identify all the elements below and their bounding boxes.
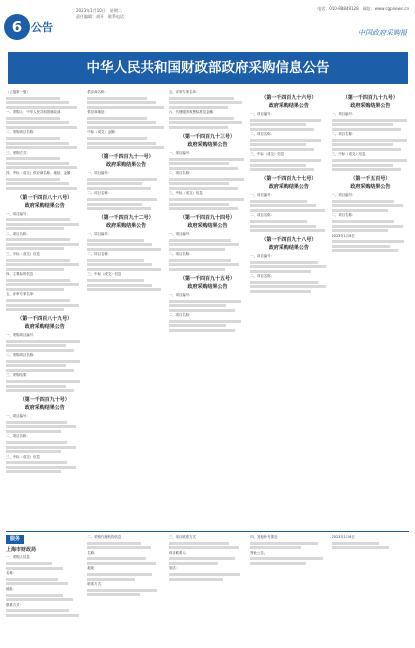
text-line [6,182,69,185]
paragraph: 一、项目编号： [6,414,30,419]
text-line [250,123,306,126]
bottom-line: 电话： [168,566,179,571]
paragraph: 一、项目编号： [250,112,274,116]
bottom-divider [6,531,409,532]
text-line [169,203,229,206]
text-line [87,578,134,581]
paragraph: 供应商地址： [87,110,108,115]
announcement-body [250,193,327,232]
text-line [6,283,79,286]
paragraph: 一、项目编号： [87,232,112,237]
text-line [6,178,60,181]
text-line [6,609,69,612]
text-line [250,285,326,288]
text-line [87,146,164,149]
text-line [250,557,323,560]
paragraph: 二、项目名称： [6,231,30,236]
text-line [169,542,229,545]
paragraph: 一、项目编号： [250,254,274,259]
announcement-body [250,112,327,171]
announcement-heading: 政府采购结果公告 [24,405,65,412]
text-line [332,139,408,142]
announcement-body [332,112,409,171]
text-line [169,158,244,161]
text-line [169,248,225,251]
bottom-line: 一、采购人信息 [6,555,30,560]
bottom-line: 联系方式： [87,582,105,587]
text-line [169,300,241,303]
bottom-column [250,535,327,643]
paragraph: 二、项目名称： [168,313,193,318]
banner-title: 中华人民共和国财政部政府采购信息公告 [8,52,408,84]
announcement-heading: 政府采购结果公告 [24,202,65,209]
paragraph: 二、采购项目名称： [6,130,37,135]
announcement-number: （第一千五百号） [350,176,391,183]
text-line [6,567,63,570]
text-line [6,238,70,241]
text-line [250,542,317,545]
announcement-body [250,254,327,293]
text-line [169,178,244,181]
announcement-heading: 政府采购结果公告 [187,223,228,230]
service-label: 服务 [6,535,24,544]
text-line [6,470,61,473]
paragraph: 一、项目编号： [250,193,274,198]
text-line [169,324,226,327]
text-line [87,137,147,140]
paragraph: 五、评审专家名单： [6,292,37,297]
announcement-body [332,234,409,253]
text-line [6,187,77,190]
text-line [332,148,402,151]
text-line [6,389,74,392]
text-line [87,288,161,291]
announcement-heading: 政府采购结果公告 [350,103,391,109]
text-line [6,166,77,169]
text-line [6,126,77,129]
text-line [87,573,151,576]
text-line [250,229,324,232]
paragraph: 一、项目编号： [6,211,30,216]
text-line [6,430,61,433]
paragraph: 三、中标（成交）信息 [6,454,40,459]
announcement-number: （第一千四百九十一号） [98,154,154,161]
text-line [250,143,306,146]
text-line [6,243,79,246]
announcement-number: （第一千四百八十九号） [17,316,73,323]
text-line [6,279,70,282]
text-line [169,329,235,332]
announcement-body [169,151,246,210]
paragraph: 三、采购方式： [6,150,30,155]
announcement-body [87,171,164,210]
paragraph: 二、项目名称： [250,274,274,279]
text-line [250,220,307,223]
text-line [169,309,235,312]
paragraph: 四、中标（成交）供应商名称、地址、金额： [6,170,74,175]
paragraph: 二、项目名称： [168,252,193,257]
text-line [332,240,405,243]
text-line [169,243,239,246]
announcement-number: （第一千四百九十六号） [261,95,317,101]
text-line [87,187,150,190]
text-line [332,225,403,228]
text-line [6,101,69,104]
paragraph: 二、项目名称： [331,213,356,218]
announcement-column [87,90,164,528]
text-line [250,209,324,212]
paragraph: 二、项目名称： [250,132,274,137]
text-line [6,223,79,226]
text-line [250,265,326,268]
text-line [169,263,239,266]
bottom-line: 2023年1月6日 [331,535,355,539]
text-line [87,542,140,545]
text-line [87,117,147,120]
text-line [250,119,320,122]
text-line [6,288,64,291]
text-line [250,204,316,207]
text-line [250,139,320,142]
text-line [6,340,80,343]
text-line [6,106,77,109]
text-line [250,164,306,167]
text-line [87,557,146,560]
text-line [332,542,379,545]
text-line [332,209,389,212]
announcement-heading: 政府采购结果公告 [187,283,228,290]
paragraph: 供应商名称： [87,90,108,94]
announcement-body [6,414,83,473]
announcement-heading: 政府采购结果公告 [268,103,309,109]
text-line [6,263,79,266]
dateline: 2023年1月10日 星期二 责任编辑：胡开 联系电话： [76,8,128,19]
text-line [6,582,68,585]
text-line [169,207,238,210]
text-line [6,450,61,453]
announcement-heading: 政府采购结果公告 [187,141,228,148]
text-line [169,320,241,323]
paragraph: 一、项目编号： [168,292,193,297]
text-line [6,364,66,367]
bottom-line: 三、项目联系方式 [168,535,196,539]
bottom-column [6,535,83,643]
paragraph: 二、采购项目名称： [6,353,37,358]
announcement-number: （第一千四百九十七号） [261,176,317,183]
paragraph: 三、中标（成交）信息 [87,272,122,277]
paragraph: 二、项目名称： [87,191,112,196]
text-line [6,247,64,250]
text-line [169,101,243,104]
announcement-number: （第一千四百九十四号） [180,215,236,222]
text-line [169,97,234,100]
text-line [250,200,307,203]
text-line [6,97,60,100]
text-line [6,117,60,120]
paragraph: 一、项目编号： [168,150,193,155]
text-line [169,187,238,190]
text-line [332,159,408,162]
contact-info: 电话：010-88849128 网址：www.cgpnews.cn [317,6,409,11]
text-line [87,562,156,565]
paragraph: 一、项目编号： [168,232,193,237]
text-line [250,148,314,151]
announcement-body [169,293,246,332]
text-line [6,598,73,601]
text-line [332,119,408,122]
paragraph: 二、项目名称： [168,171,193,176]
announcement-column [169,90,246,528]
text-line [87,97,147,100]
text-line [87,121,155,124]
text-line [332,143,393,146]
paragraph: 四、主要标的信息 [6,272,34,277]
paragraph: 三、采购结果 [6,373,27,378]
text-line [169,259,231,262]
bottom-line: 名称： [6,571,17,576]
text-line [169,304,226,307]
paragraph: 一、项目编号： [87,171,112,176]
paragraph: 中标（成交）金额： [87,130,118,135]
text-line [169,198,244,201]
text-line [87,546,150,549]
text-line [6,142,69,145]
text-line [6,369,74,372]
text-line [6,304,79,307]
paragraph: 二、项目名称： [87,252,112,257]
announcement-number: （第一千四百八十八号） [17,194,73,201]
bottom-column [332,535,409,643]
text-line [332,128,402,131]
page-header [0,0,415,44]
paragraph: 六、代理服务收费标准及金额： [168,110,217,115]
text-line [6,594,63,597]
text-line [332,546,389,549]
announcement-column [250,90,327,528]
text-line [169,557,235,560]
text-line [6,344,66,347]
text-line [87,207,150,210]
announcement-body [87,90,164,149]
text-line [87,239,144,242]
announcement-columns [6,90,409,528]
paragraph: 三、中标（成交）信息 [331,152,366,157]
text-line [87,178,157,181]
text-line [6,360,80,363]
text-line [250,159,320,162]
paragraph: 二、项目名称： [250,213,274,218]
text-line [87,263,152,266]
text-line [169,167,238,170]
bottom-line: 名称： [87,550,98,555]
text-line [6,562,52,565]
text-line [332,249,399,252]
announcement-body [6,333,83,392]
paragraph: 2023年1月6日 [331,233,355,238]
paragraph: （上接第一版） [6,90,30,94]
text-line [250,562,306,565]
announcement-column [6,90,83,528]
text-line [169,573,240,576]
bottom-line: 二、采购代理机构信息 [87,535,122,539]
text-line [169,546,239,549]
text-line [169,117,234,120]
bottom-line: 四、其他补充事宜 [250,535,278,539]
text-line [250,128,314,131]
text-line [87,106,164,109]
bottom-line: 联系方式： [6,602,23,607]
text-line [169,121,243,124]
text-line [332,168,402,171]
text-line [169,578,223,581]
bottom-column [169,535,246,643]
announcement-heading: 政府采购结果公告 [350,184,391,191]
bottom-line: 特此公告。 [250,550,268,555]
paragraph: 二、项目名称： [331,132,356,137]
text-line [87,203,142,206]
announcement-number: （第一千四百九十二号） [98,215,154,222]
text-line [6,227,64,230]
text-line [332,164,393,167]
text-line [87,284,152,287]
text-line [332,204,403,207]
announcement-heading: 政府采购结果公告 [106,223,147,230]
text-line [6,466,76,469]
text-line [169,162,229,165]
text-line [6,308,64,311]
text-line [87,268,161,271]
text-line [6,162,69,165]
paragraph: 五、评审专家名单： [168,90,200,94]
text-line [6,614,79,617]
announcement-heading: 政府采购结果公告 [268,245,309,252]
text-line [6,299,70,302]
text-line [6,259,70,262]
text-line [87,279,144,282]
text-line [169,126,228,129]
announcement-number: （第一千四百九十八号） [261,237,317,244]
paragraph: 三、中标（成交）信息 [168,191,203,196]
announcement-body [169,232,246,271]
bottom-column [87,535,164,643]
paragraph: 一、采购人：中华人民共和国财政部 [6,110,61,115]
text-line [250,546,300,549]
text-line [332,220,395,223]
text-line [6,121,69,124]
text-line [6,349,74,352]
text-line [87,182,142,185]
announcement-number: （第一千四百九十五号） [180,275,236,282]
text-line [6,421,67,424]
announcement-body [169,90,246,129]
text-line [6,461,67,464]
text-line [332,123,393,126]
service-title: 上海市财政局 [6,547,37,554]
announcement-column [332,90,409,528]
text-line [250,225,316,228]
paragraph: 一、项目编号： [331,193,356,198]
text-line [169,106,228,109]
bottom-line: 项目联系人： [168,550,190,555]
text-line [6,146,77,149]
text-line [87,126,164,129]
text-line [87,101,155,104]
text-line [87,259,144,262]
text-line [250,270,311,273]
page-number-badge: 6 [4,14,30,40]
text-line [6,380,80,383]
paragraph: 一、采购项目编号： [6,333,37,338]
text-line [250,261,317,264]
announcement-body [6,90,83,190]
text-line [6,446,76,449]
announcement-heading: 政府采购结果公告 [268,184,309,191]
text-line [6,218,70,221]
announcement-body [6,212,83,312]
announcement-body [332,193,409,232]
bottom-line: 地址： [87,566,98,571]
bottom-line: 地址： [6,586,17,591]
masthead: 中国政府采购报 [358,29,407,37]
text-line [250,168,314,171]
text-line [6,137,60,140]
text-line [87,198,157,201]
paragraph: 二、项目名称： [6,434,30,439]
text-line [6,578,58,581]
text-line [250,290,311,293]
text-line [169,562,218,565]
announcement-heading: 政府采购结果公告 [106,162,147,169]
text-line [332,245,390,248]
text-line [332,200,395,203]
text-line [6,441,67,444]
section-name: 公告 [31,21,53,34]
announcement-heading: 政府采购结果公告 [24,324,65,331]
announcement-number: （第一千四百九十三号） [180,133,236,140]
text-line [87,248,161,251]
text-line [87,593,140,596]
text-line [169,268,225,271]
bottom-section [6,535,409,643]
text-line [87,142,155,145]
paragraph: 三、中标（成交）信息 [6,251,40,256]
text-line [6,385,66,388]
text-line [332,229,389,232]
text-line [6,425,76,428]
text-line [169,239,231,242]
text-line [6,157,60,160]
paragraph: 三、中标（成交）信息 [250,152,285,157]
text-line [6,268,64,271]
announcement-body [87,232,164,291]
text-line [87,243,152,246]
text-line [87,589,157,592]
paragraph: 一、项目编号： [331,112,356,116]
announcement-number: （第一千四百九十号） [19,397,70,404]
text-line [250,281,317,284]
text-line [169,182,229,185]
announcement-number: （第一千四百九十九号） [342,95,398,101]
